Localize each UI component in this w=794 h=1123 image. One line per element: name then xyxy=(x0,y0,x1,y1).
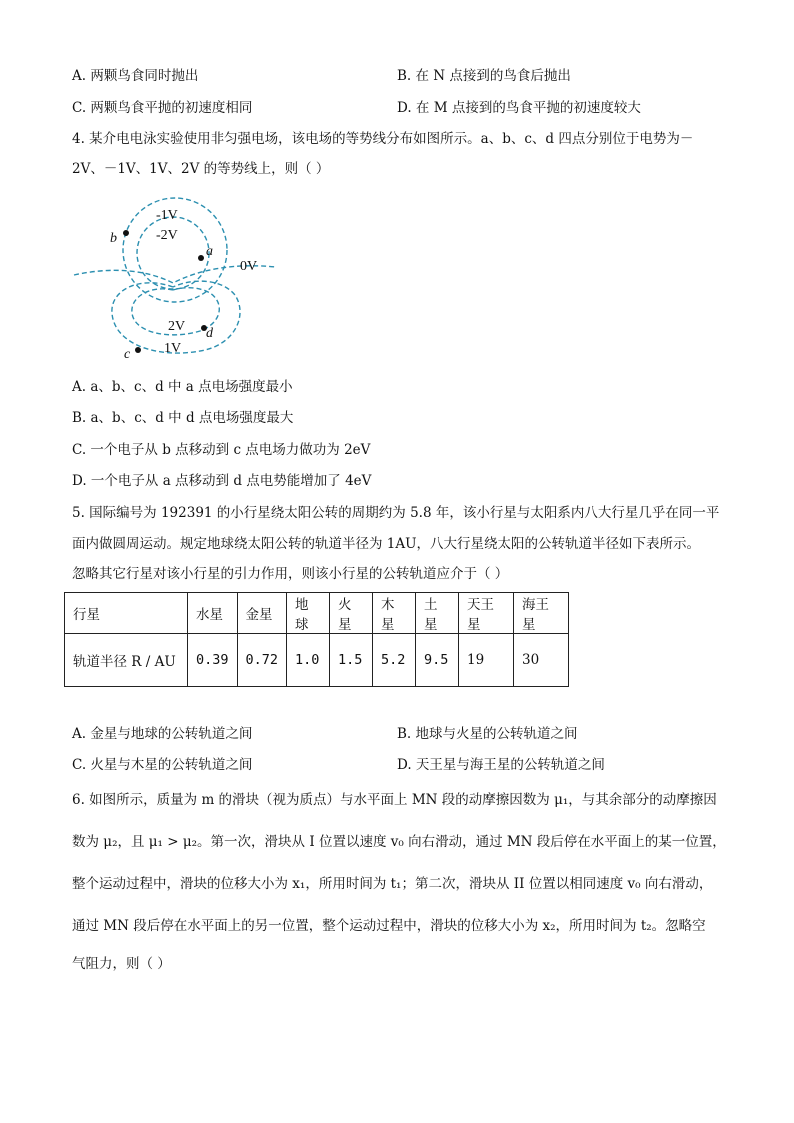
table-cell: 0.72 xyxy=(237,634,287,687)
table-cell: 5.2 xyxy=(373,634,416,687)
table-row xyxy=(65,634,569,687)
label-point-d: d xyxy=(206,326,213,341)
q6-line2: 数为 μ₂，且 μ₁ > μ₂。第一次，滑块从 I 位置以速度 v₀ 向右滑动，通过 MN 段后停在水平面上的某一位置， xyxy=(72,834,726,850)
label-1v: 1V xyxy=(164,341,182,356)
label-point-b: b xyxy=(110,231,117,246)
q5-option-a: A. 金星与地球的公转轨道之间 xyxy=(72,726,253,742)
q4-option-b: B. a、b、c、d 中 d 点电场强度最大 xyxy=(72,410,294,426)
table-cell: 19 xyxy=(459,634,514,687)
table-cell: 木星 xyxy=(373,593,416,634)
table-cell: 9.5 xyxy=(416,634,459,687)
q5-option-d: D. 天王星与海王星的公转轨道之间 xyxy=(397,757,605,773)
point-c xyxy=(135,347,141,353)
q5-option-b: B. 地球与火星的公转轨道之间 xyxy=(397,726,578,742)
q3-option-d: D. 在 M 点接到的鸟食平抛的初速度较大 xyxy=(397,100,641,116)
table-cell: 30 xyxy=(514,634,569,687)
table-cell: 行星 xyxy=(65,593,188,634)
q5-option-c: C. 火星与木星的公转轨道之间 xyxy=(72,757,253,773)
label-point-a: a xyxy=(206,244,213,259)
equipotential-diagram xyxy=(70,195,280,365)
q6-line1: 6. 如图所示，质量为 m 的滑块（视为质点）与水平面上 MN 段的动摩擦因数为 μ₁，与其余部分的动摩擦因 xyxy=(72,792,717,808)
table-cell: 地球 xyxy=(287,593,330,634)
q5-stem-line2: 面内做圆周运动。规定地球绕太阳公转的轨道半径为 1AU，八大行星绕太阳的公转轨道半径如下表所示。 xyxy=(72,536,701,552)
point-a xyxy=(198,255,204,261)
label-minus-1v: -1V xyxy=(156,208,178,223)
q3-option-c: C. 两颗鸟食平抛的初速度相同 xyxy=(72,100,253,116)
table-cell: 1.5 xyxy=(330,634,373,687)
table-cell: 海王星 xyxy=(514,593,569,634)
q6-line4: 通过 MN 段后停在水平面上的另一位置，整个运动过程中，滑块的位移大小为 x₂，所用时间为 t₂。忽略空 xyxy=(72,918,706,934)
q6-line3: 整个运动过程中，滑块的位移大小为 x₁，所用时间为 t₁；第二次，滑块从 II 位置以相同速度 v₀ 向右滑动， xyxy=(72,876,713,892)
q4-option-a: A. a、b、c、d 中 a 点电场强度最小 xyxy=(72,379,293,395)
table-cell: 天王星 xyxy=(459,593,514,634)
table-cell: 0.39 xyxy=(188,634,238,687)
q4-option-c: C. 一个电子从 b 点移动到 c 点电场力做功为 2eV xyxy=(72,442,371,458)
table-cell: 火星 xyxy=(330,593,373,634)
table-cell: 1.0 xyxy=(287,634,330,687)
label-point-c: c xyxy=(124,347,131,362)
q4-option-d: D. 一个电子从 a 点移动到 d 点电势能增加了 4eV xyxy=(72,473,372,489)
label-0v: 0V xyxy=(240,259,258,274)
table-header-row xyxy=(65,593,569,634)
label-minus-2v: -2V xyxy=(156,228,178,243)
table-cell: 土星 xyxy=(416,593,459,634)
q4-stem-line2: 2V、－1V、1V、2V 的等势线上，则（ ） xyxy=(72,161,330,177)
q4-stem-line1: 4. 某介电电泳实验使用非匀强电场，该电场的等势线分布如图所示。a、b、c、d 四点分别位于电势为－ xyxy=(72,131,694,147)
q3-option-b: B. 在 N 点接到的鸟食后抛出 xyxy=(397,68,571,84)
label-2v: 2V xyxy=(168,319,186,334)
q5-stem-line3: 忽略其它行星对该小行星的引力作用，则该小行星的公转轨道应介于（ ） xyxy=(72,566,509,582)
table-cell: 金星 xyxy=(237,593,287,634)
q5-stem-line1: 5. 国际编号为 192391 的小行星绕太阳公转的周期约为 5.8 年，该小行星与太阳系内八大行星几乎在同一平 xyxy=(72,505,720,521)
table-cell: 水星 xyxy=(188,593,238,634)
orbit-radius-table xyxy=(64,592,569,687)
point-b xyxy=(123,230,129,236)
table-cell: 轨道半径 R / AU xyxy=(65,634,188,687)
q6-line5: 气阻力，则（ ） xyxy=(72,956,171,972)
q3-option-a: A. 两颗鸟食同时抛出 xyxy=(72,68,199,84)
